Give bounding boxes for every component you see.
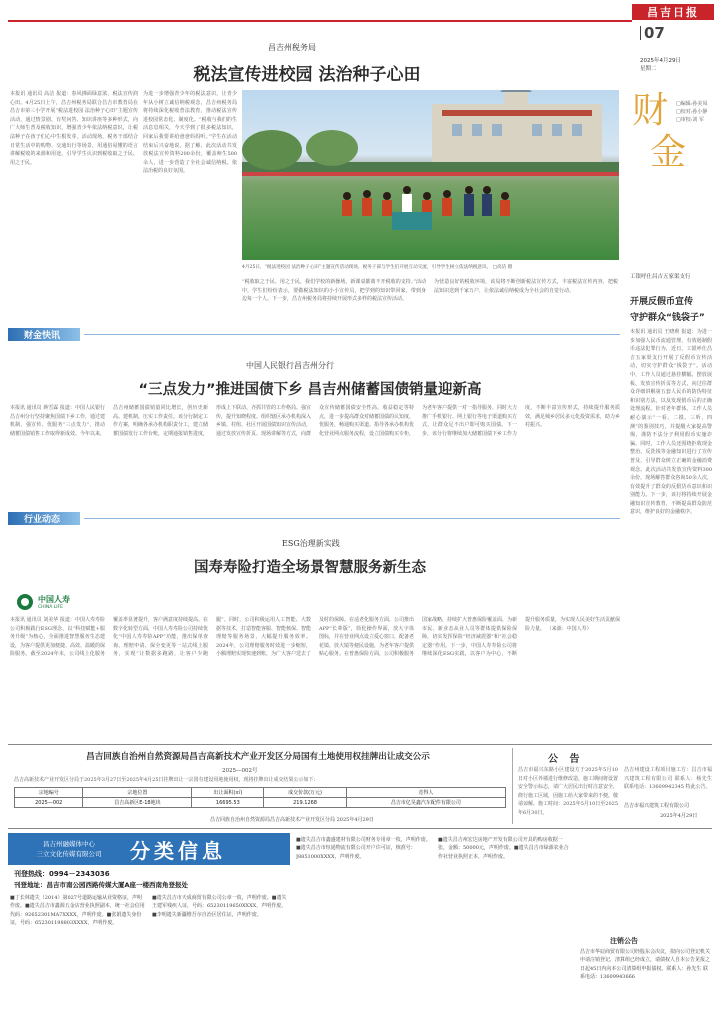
announcement-divider <box>512 748 513 824</box>
classified-company: 昌吉州融媒体中心 <box>43 840 95 848</box>
table-header: 宗地位置 <box>83 788 192 798</box>
column-title-jin: 金 <box>650 132 687 173</box>
land-notice-table <box>14 787 506 808</box>
china-life-emblem-icon <box>16 593 34 611</box>
article2-body: 本报讯 通讯员 蒋雪霖 报道：中国人民银行昌吉州分行坚持聚焦国债下乡工作，通过建机制、强宣传、优服务“三点发力”，推动储蓄国债销售工作取得新成效。今年以来，昌吉州储蓄国债销量同比增长，创历史新高。建机制，压实工作责任。该分行制定工作方案，明确各承办机构职责分工，建立储蓄国债发行工作台账，定期通报销售进度，形成上下联动、齐抓共管的工作格局。强宣传，提升知晓程度。组织辖区承办机构深入乡镇、村组、社区开展国债知识宣传活动，通过发放宣传折页、现场讲解等方式，向群众宣传储蓄国债安全性高、收益稳定等特点，进一步提高群众对储蓄国债的认知度。优服务，畅通购买渠道。指导各承办机构优化营业网点服务流程，设立国债购买专柜，为老年客户提供一对一指导服务，同时大力推广手机银行、网上银行等电子渠道购买方式，让群众足不出户即可购买国债。下一步，该分行将继续加大储蓄国债下乡工作力度，不断丰富宣传形式，持续提升服务质效，满足城乡居民多元化投资需求，助力乡村振兴。 <box>10 405 620 437</box>
table-header: 宗地编号 <box>15 788 83 798</box>
classified-phone: 刊登热线：0994－2343036 <box>14 870 110 878</box>
table-row <box>15 798 506 808</box>
article1-photo-caption: 4月25日，“税法进校园 法治种子心田”主题宣传活动现场，税务干部与学生们开展互动交流，引导学生树立依法纳税意识。 □高洁 摄 <box>242 265 513 270</box>
land-notice-title: 昌吉回族自治州自然资源局昌吉高新技术产业开发区分局国有土地使用权挂牌出让成交公示 <box>86 752 430 762</box>
masthead-logo: 昌吉日报 <box>632 4 714 20</box>
section-industry-news: 行业动态 <box>8 512 128 525</box>
table-cell: 219.1268 <box>264 798 347 808</box>
classified-banner <box>8 833 290 865</box>
classified-dept: 三立文化传媒有限公司 <box>36 850 102 858</box>
table-cell: 2025—002 <box>15 798 83 808</box>
bottom-separator <box>8 828 712 829</box>
article1-kicker: 昌吉州税务局 <box>268 43 316 52</box>
table-cell: 16695.53 <box>192 798 264 808</box>
section-finance-rule <box>84 334 620 335</box>
classified-col3: ■遗失昌吉市鑫盛建材有限公司财务专用章一枚，声明作废。■遗失昌吉市恒通物流有限公司开户许可证，核准号：J8851000XXXX，声明作废。 <box>296 837 431 860</box>
table-header: 成交价款(万元) <box>264 788 347 798</box>
china-life-logo: 中国人寿 CHINA LIFE <box>16 590 102 614</box>
announcement-sign: 昌吉市福兴建筑工程有限公司 <box>624 803 690 809</box>
separator-line <box>8 744 712 745</box>
classified-address: 刊登地址：昌吉市南公园西路传媒大厦A座一楼西南角登报处 <box>14 881 189 889</box>
issue-weekday: 星期二 <box>640 66 657 72</box>
classified-col1: ■丁长林遗失（2014）第027号道路运输从业资格证，声明作废。■遗失昌吉市鑫源五金店营业执照副本，统一社会信用代码：92652301MA7XXXX，声明作废。■张娟遗失身份证，号码：652301198803XXXX，声明作废。 <box>10 895 145 927</box>
land-notice-footer: 昌吉回族自治州自然资源局昌吉高新技术产业开发区分局 2025年4月29日 <box>210 817 374 823</box>
announcement-contact: 昌吉州建设工程项目施工方：昌吉市福兴建筑工程有限公司 联系人：杨先生 联系电话：13609942345 特此公告。 <box>624 767 712 791</box>
article1-col3: “税收取之于民、用之于民，我们学校的新操场、新课桌都离不开税收的支持。”活动中，学生们纷纷表示，要做税法知识的小小宣传员，把学到的知识带回家，带到身边每一个人。下一步，昌吉州税务局将持续开展形式多样的税法宣传活动。 <box>242 279 426 303</box>
side-article-title-line2: 守护群众“钱袋子” <box>630 313 705 323</box>
article1-photo <box>242 90 619 260</box>
land-notice-number: 2025—002号 <box>222 768 258 774</box>
table-cell: 昌吉高新区E-18地块 <box>83 798 192 808</box>
editor-credits: □编辑:孙美凤 □校对:孙小静 □审校:刘 军 <box>676 101 708 123</box>
page-number: 07 <box>644 24 665 42</box>
article1-title: 税法宣传进校园 法治种子心田 <box>193 65 421 85</box>
article1-col4: 为营造良好的税收环境，该局将不断创新税法宣传方式，丰富税法宣传内容，把税法知识送到千家万户，让依法诚信纳税成为全社会的自觉行动。 <box>434 279 618 294</box>
announcement-body: 昌吉市福兴东路小区建设方于2025年5月10日对小区外墙进行维修改造，施工期间将设置安全警示标志，请广大居民出行时注意安全，绕行施工区域，因施工给大家带来的不便，敬请谅解。施工时间：2025年5月10日至2025年6月30日。 <box>518 767 618 816</box>
article1-col1: 本报讯 通讯员 高洁 报道：春风拂面绿意浓，税法宣传润心田。4月25日上午，昌吉州税务局联合昌吉市教育局在昌吉市第三小学开展“税法进校园 法治种子心田”主题宣传活动，通过情景剧、有奖问答、知识讲座等多种形式，向广大师生普及税收知识，增强青少年依法纳税意识，让税法种子在孩子们心中生根发芽。活动现场，税务干部结合日常生活中的购物、交通出行等场景，用通俗易懂的语言讲解税收的来源和用途，引导学生认识到税收取之于民、用之于民。 <box>10 91 138 166</box>
issue-date: 2025年4月29日 <box>640 58 681 64</box>
side-article-kicker: 工银呼仕昌吉五家渠支行 <box>630 274 691 280</box>
classified-col4: ■遗失昌吉州宏达房地产开发有限公司开具的购房收据一张，金额：50000元，声明作废。■遗失昌吉市绿源农业合作社营业执照正本，声明作废。 <box>438 837 569 860</box>
classified-title: 分类信息 <box>130 838 226 863</box>
article1-col2: 为进一步增强青少年的税法意识，让青少年从小树立诚信纳税观念，昌吉州税务局将持续深化税收普法教育，推动税法宣传进校园常态化、制度化。“税收与我们的生活息息相关，今天学到了很多税法知识，回家后我要讲给爸爸妈妈听。”学生在活动结束后兴奋地说。据了解，此次活动共发放税法宣传资料200余份，覆盖师生500余人，进一步营造了全社会诚信纳税、依法治税的良好氛围。 <box>143 91 237 175</box>
article3-title: 国寿寿险打造全场景智慧服务新生态 <box>194 560 426 576</box>
table-cell: 昌吉市亿昊鑫汽车配件有限公司 <box>346 798 505 808</box>
page-number-divider <box>640 26 641 40</box>
land-notice-intro: 昌吉高新技术产业开发区分局于2025年3月27日至2025年4月25日挂牌出让一宗国有建设用地使用权，现将挂牌出让成交结果公示如下： <box>14 777 319 783</box>
article3-body: 本报讯 通讯员 刘美华 报道：中国人寿寿险公司积极践行ESG理念，以“科技赋能+服务升级”为核心，全面推进智慧服务生态建设，为客户提供更加便捷、高效、温暖的保险服务。截至2024年末，公司线上化服务覆盖率显著提升，客户满意度持续提高。在数字化转型方面，中国人寿寿险公司持续优化“中国人寿寿险APP”功能，推出保单查询、理赔申请、保全变更等一站式线上服务，实现“让数据多跑路，让客户少跑腿”。同时，公司积极运用人工智能、大数据等技术，打造智能客服、智能核保、智能理赔等服务场景，大幅提升服务效率。2024年，公司理赔服务时效进一步缩短，小额理赔实现快速到账，为广大客户送去了及时的保障。在适老化服务方面，公司推出APP“长辈版”，简化操作界面，放大字体图标，并在营业网点设立爱心窗口，配备老花镜、放大镜等便民设施，为老年客户提供贴心服务。在普惠保险方面，公司积极服务国家战略，持续扩大普惠保险覆盖面，为新市民、新业态从业人员等群体提供保险保障，切实发挥保险“经济减震器”和“社会稳定器”作用。下一步，中国人寿寿险公司将继续深化ESG实践，以客户为中心，不断提升服务质量，为实现人民美好生活贡献保险力量。 （来源：中国人寿） <box>10 617 620 658</box>
table-header: 竞得人 <box>346 788 505 798</box>
cancellation-notice-title: 注销公告 <box>610 937 638 945</box>
announcement-title: 公 告 <box>548 754 584 765</box>
article3-kicker: ESG治理新实践 <box>282 539 340 548</box>
classified-col2: ■遗失昌吉市天成商贸有限公司公章一枚，声明作废。■遗失王建军残疾人证，号码：65230119650XXXX，声明作废。■李明遗失新疆维吾尔自治区居住证，声明作废。 <box>152 895 287 918</box>
side-article-body: 本报讯 通讯员 王晓莉 报道：为进一步加强人民币流通管理，有效遏制假币违法犯罪行为，近日，工银呼仕昌吉五家渠支行开展了反假币宣传活动，切实守护群众“钱袋子”。活动中，工作人员通过悬挂横幅、摆放展板、发放宣传折页等方式，向过往群众详细讲解第五套人民币的防伪特征和识别方法，以及发现假币后的正确处理流程。针对老年群体，工作人员耐心演示“一看、二摸、三听、四测”的鉴别技巧，并提醒大家提高警惕，谨防不法分子利用假币实施诈骗。同时，工作人员还围绕拒收现金整治、反洗钱等金融知识进行了宣传普及，引导群众树立正确的金融消费观念。此次活动共发放宣传资料300余份，现场解答群众咨询50余人次，有效提升了群众的反假货币意识和识别能力。下一步，该行将持续开展金融知识宣传教育，不断提高群众防范意识，维护良好的金融秩序。 <box>630 329 712 516</box>
table-header: 出让面积(㎡) <box>192 788 264 798</box>
article2-kicker: 中国人民银行昌吉州分行 <box>246 361 334 370</box>
masthead-rule <box>8 20 632 22</box>
table-header-row <box>15 788 506 798</box>
section-finance-news: 财金快讯 <box>8 328 128 341</box>
cancellation-notice-body: 昌吉市华辰商贸有限公司经股东会决议，拟向公司登记机关申请注销登记，清算组已经成立，请债权人自本公告见报之日起45日内向本公司清算组申报债权。联系人：孙先生 联系电话：13609943666 <box>580 949 711 981</box>
column-title-cai: 财 <box>632 90 669 131</box>
announcement-date: 2025年4月29日 <box>660 813 698 819</box>
section-industry-rule <box>84 518 620 519</box>
side-article-title-line1: 开展反假币宣传 <box>630 297 694 307</box>
article2-title: “三点发力”推进国债下乡 昌吉州储蓄国债销量迎新高 <box>138 382 482 398</box>
